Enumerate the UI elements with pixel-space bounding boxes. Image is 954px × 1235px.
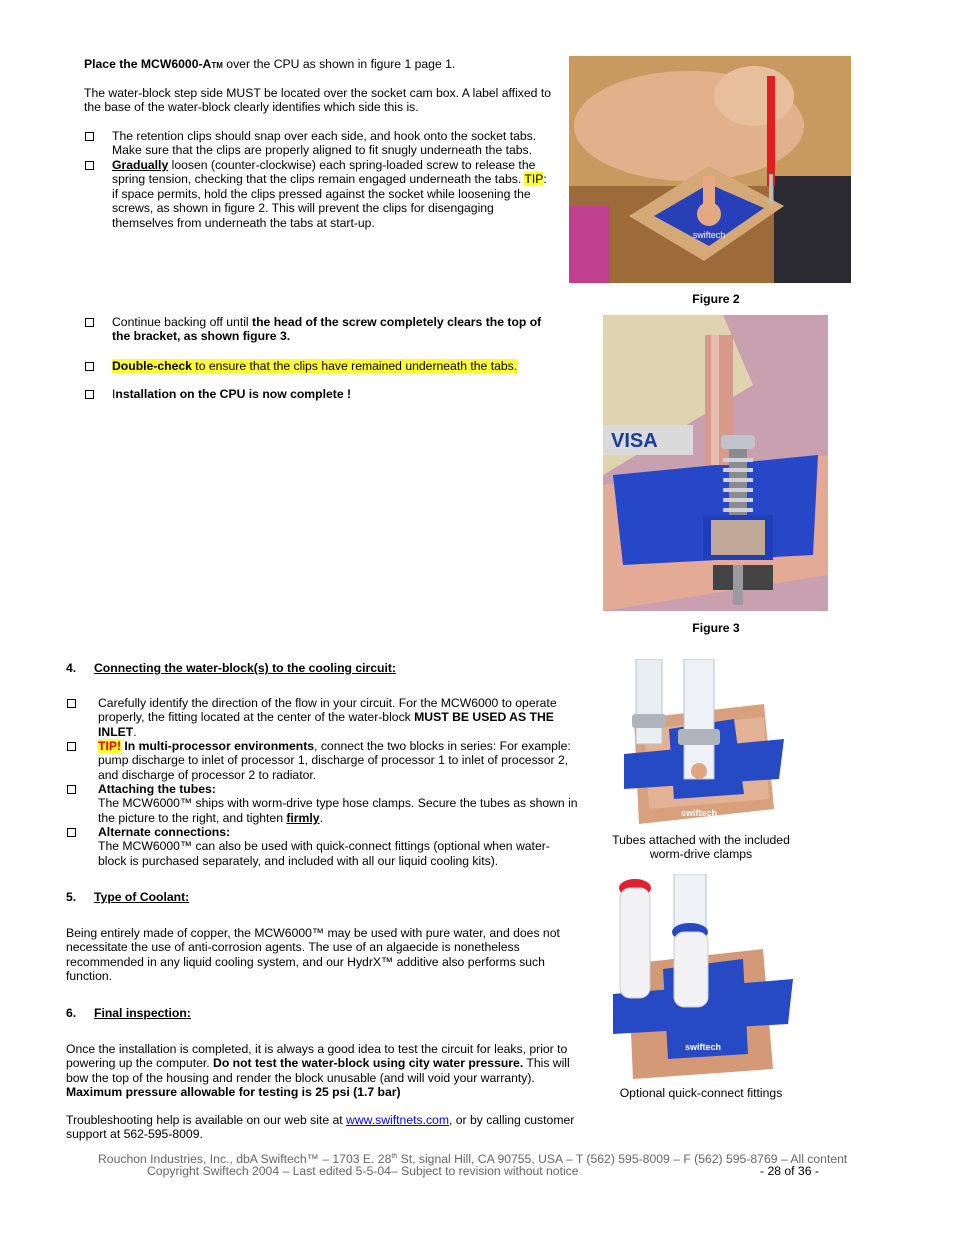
section-4-number: 4. [66,661,77,675]
checkbox-bullet [67,699,76,708]
stepside-paragraph: The water-block step side MUST be located over the socket cam box. A label affixed to the base of the water-block clearly identifies which side this is. [84,86,551,115]
troubleshooting-paragraph: Troubleshooting help is available on our web site at www.swiftnets.com, or by calling customer support at 562-595-8009. [66,1113,575,1142]
section-6-title: Final inspection: [94,1006,191,1020]
figure-3-caption: Figure 3 [692,621,740,635]
bullet-attaching-tubes: Attaching the tubes: The MCW6000™ ships with worm-drive type hose clamps. Secure the tubes as shown in the picture to the right, and tighten firmly. [98,782,578,825]
svg-text:swiftech: swiftech [684,1042,722,1052]
page-number: - 28 of 36 - [760,1164,819,1178]
svg-text:swiftech: swiftech [692,230,726,240]
tubes-clamps-photo [614,659,790,827]
checkbox-bullet [67,828,76,837]
section-6-number: 6. [66,1006,77,1020]
quick-connect-photo [608,874,798,1084]
section-4-title: Connecting the water-block(s) to the cooling circuit: [94,661,396,675]
svg-text:swiftech: swiftech [680,808,718,818]
footer-line-2: Copyright Swiftech 2004 – Last edited 5-5-04– Subject to revision without notice [147,1164,579,1178]
figure-2-photo [569,56,851,283]
swiftnets-link[interactable]: www.swiftnets.com [346,1113,449,1127]
intro-line: Place the MCW6000-ATM over the CPU as shown in figure 1 page 1. [84,57,456,71]
checkbox-bullet [67,785,76,794]
checkbox-bullet [67,742,76,751]
bullet-installation-complete: Installation on the CPU is now complete ! [112,387,352,401]
checkbox-bullet [85,390,94,399]
bullet-continue-backing: Continue backing off until the head of the screw completely clears the top of the bracket, as shown figure 3. [112,315,542,344]
bullet-double-check: Double-check to ensure that the clips have remained underneath the tabs. [112,359,518,373]
coolant-paragraph: Being entirely made of copper, the MCW6000™ may be used with pure water, and does not necessitate the use of anti-corrosion agents. The use of an algaecide is nonetheless recommended in any liquid cooling system, and our HydrX™ additive also performs such function. [66,926,560,984]
figure-2-caption: Figure 2 [692,292,740,306]
section-5-title: Type of Coolant: [94,890,190,904]
footer-line-1: Rouchon Industries, Inc., dbA Swiftech™ – 1703 E. 28th St, signal Hill, CA 90755, USA – T (562) 595-8009 – F (562) 595-8769 – All content [98,1152,848,1167]
section-5-number: 5. [66,890,77,904]
bullet-multi-processor: TIP! In multi-processor environments, connect the two blocks in series: For example: pump discharge to inlet of processor 1, discharge of processor 1 to inlet of processor 2, and discharge of processor 2 to radiator. [98,739,571,782]
bullet-alternate-connections: Alternate connections: The MCW6000™ can also be used with quick-connect fittings (optional when water-block is purchased separately, and included with all our liquid cooling kits). [98,825,550,868]
tubes-caption: Tubes attached with the included worm-drive clamps [612,833,790,862]
figure-3-photo [603,315,828,611]
final-inspection-paragraph: Once the installation is completed, it is always a good idea to test the circuit for leaks, prior to powering up the computer. Do not test the water-block using city water pressure. This will bow the top of the housing and render the block unusable (and will void your warranty). Maximum pressure allowable for testing is 25 psi (1.7 bar) [66,1042,570,1100]
checkbox-bullet [85,318,94,327]
bullet-retention-clips: The retention clips should snap over each side, and hook onto the socket tabs. Make sure that the clips are properly aligned to fit snugly underneath the tabs. [112,129,537,158]
svg-text:VISA: VISA [611,430,658,452]
bullet-gradually: Gradually loosen (counter-clockwise) each spring-loaded screw to release the spring tension, checking that the clips remain engaged underneath the tabs. TIP: if space permits, hold the clips pressed against the socket while loosening the screws, as shown in figure 2. This will prevent the clips for disengaging themselves from underneath the tabs at start-up. [112,158,547,230]
checkbox-bullet [85,161,94,170]
quick-connect-caption: Optional quick-connect fittings [619,1086,783,1100]
checkbox-bullet [85,132,94,141]
checkbox-bullet [85,362,94,371]
bullet-flow-direction: Carefully identify the direction of the flow in your circuit. For the MCW6000 to operate properly, the fitting located at the center of the water-block MUST BE USED AS THE INLET. [98,696,557,739]
